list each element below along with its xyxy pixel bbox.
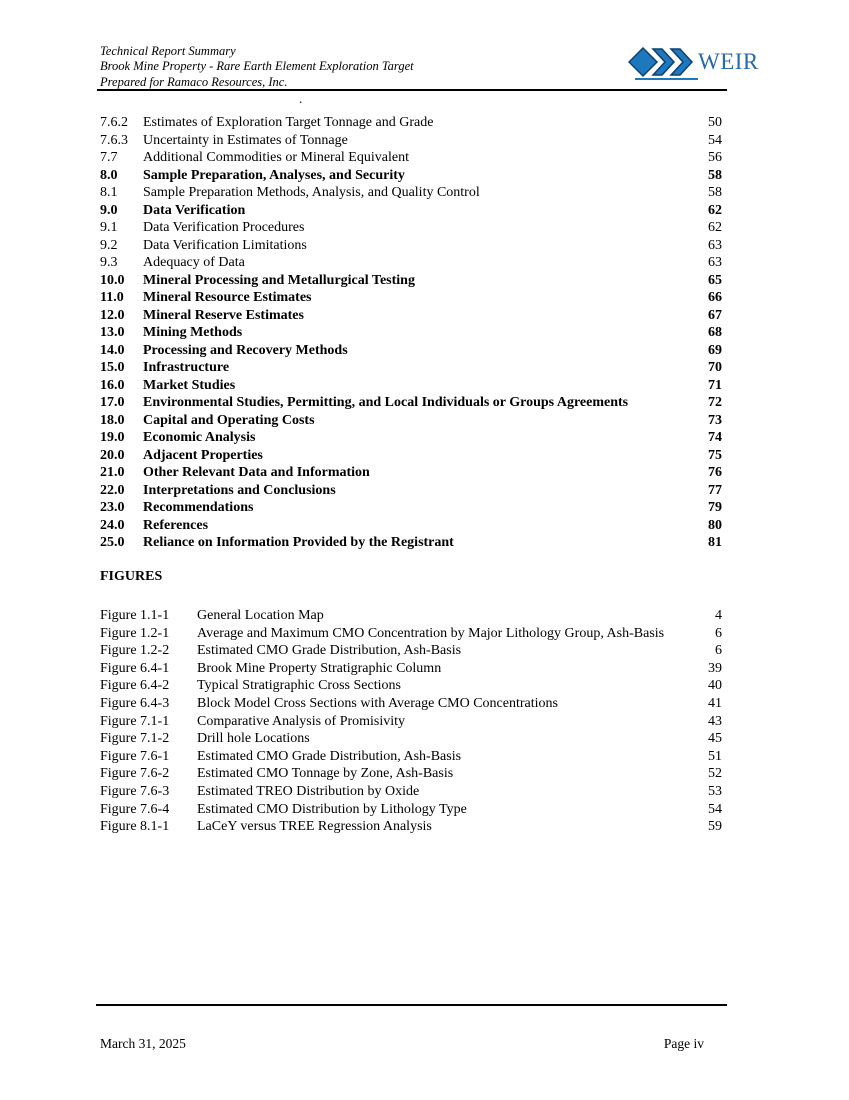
toc-section-title: Infrastructure [143, 360, 230, 375]
toc-page-number: 68 [708, 325, 722, 340]
figure-page-number: 4 [715, 608, 722, 623]
toc-page-number: 54 [708, 132, 722, 148]
figure-page-number: 6 [715, 643, 722, 659]
figures-heading: FIGURES [100, 569, 163, 584]
figure-row [100, 818, 722, 836]
toc-page-number: 58 [708, 167, 722, 183]
weir-logo-icon [628, 47, 698, 82]
toc-section-number: 13.0 [100, 325, 125, 340]
toc-page-number: 56 [708, 150, 722, 165]
toc-section-title: Data Verification Procedures [143, 220, 305, 235]
toc-page-number: 50 [708, 115, 722, 130]
toc-row [100, 342, 722, 360]
toc-section-title: Reliance on Information Provided by the Registrant [143, 535, 454, 550]
weir-logo [628, 47, 759, 82]
toc-section-number: 9.1 [100, 220, 118, 235]
toc-row [100, 114, 722, 132]
figure-row [100, 625, 722, 643]
toc-section-title: Mineral Reserve Estimates [143, 307, 304, 323]
toc-section-number: 9.2 [100, 237, 118, 253]
toc-section-title: Economic Analysis [143, 430, 256, 445]
figure-page-number: 6 [715, 625, 722, 641]
figure-page-number: 43 [708, 713, 722, 729]
toc-row [100, 482, 722, 500]
toc-section-number: 25.0 [100, 535, 125, 550]
toc-section-title: Other Relevant Data and Information [143, 465, 370, 480]
toc-section-title: Processing and Recovery Methods [143, 342, 348, 358]
toc-section-title: Estimates of Exploration Target Tonnage and Grade [143, 115, 434, 130]
figure-page-number: 52 [708, 766, 722, 782]
figure-label: Figure 7.6-3 [100, 783, 170, 799]
toc-row [100, 377, 722, 395]
toc-section-number: 24.0 [100, 517, 125, 533]
figure-title: Estimated CMO Grade Distribution, Ash-Basis [197, 748, 462, 764]
header-report-type: Technical Report Summary [100, 44, 236, 58]
toc-section-number: 7.6.3 [100, 132, 128, 148]
toc-page-number: 70 [708, 360, 722, 375]
figure-row [100, 660, 722, 678]
toc-row [100, 219, 722, 237]
toc-page-number: 63 [708, 237, 722, 253]
figure-row [100, 730, 722, 748]
logo-underline [635, 78, 698, 80]
toc-page-number: 75 [708, 447, 722, 463]
toc-page-number: 79 [708, 500, 722, 515]
figure-row [100, 642, 722, 660]
figure-title: Block Model Cross Sections with Average CMO Concentrations [197, 695, 558, 711]
toc-row [100, 202, 722, 220]
toc-section-title: Environmental Studies, Permitting, and Local Individuals or Groups Agreements [143, 395, 629, 410]
toc-section-title: Mining Methods [143, 325, 243, 340]
toc-page-number: 77 [708, 482, 722, 498]
figure-page-number: 39 [708, 660, 722, 676]
toc-page-number: 72 [708, 395, 722, 410]
toc-section-number: 7.6.2 [100, 115, 128, 130]
footer-rule [96, 1004, 727, 1006]
figure-label: Figure 1.2-2 [100, 643, 170, 659]
toc-row [100, 464, 722, 482]
toc-page-number: 66 [708, 290, 722, 305]
toc-page-number: 69 [708, 342, 722, 358]
stray-period-mark: . [299, 91, 303, 106]
toc-section-number: 14.0 [100, 342, 125, 358]
toc-section-title: References [143, 517, 209, 533]
figure-title: Typical Stratigraphic Cross Sections [197, 678, 401, 694]
footer-date: March 31, 2025 [100, 1036, 186, 1051]
figure-row [100, 783, 722, 801]
figure-title: Estimated TREO Distribution by Oxide [197, 783, 420, 799]
toc-section-title: Sample Preparation Methods, Analysis, and Quality Control [143, 185, 480, 200]
toc-section-number: 8.0 [100, 167, 118, 183]
toc-section-title: Interpretations and Conclusions [143, 482, 336, 498]
figure-page-number: 40 [708, 678, 722, 694]
figure-title: Estimated CMO Grade Distribution, Ash-Basis [197, 643, 462, 659]
figure-title: Comparative Analysis of Promisivity [197, 713, 406, 729]
toc-section-number: 21.0 [100, 465, 125, 480]
figure-label: Figure 1.2-1 [100, 625, 170, 641]
figure-label: Figure 6.4-1 [100, 660, 170, 676]
toc-row [100, 149, 722, 167]
toc-row [100, 237, 722, 255]
figure-label: Figure 6.4-2 [100, 678, 170, 694]
toc-section-number: 23.0 [100, 500, 125, 515]
toc-section-number: 15.0 [100, 360, 125, 375]
figure-title: Estimated CMO Distribution by Lithology Type [197, 801, 467, 817]
figure-title: Estimated CMO Tonnage by Zone, Ash-Basis [197, 766, 454, 782]
figure-label: Figure 7.1-2 [100, 731, 170, 747]
toc-row [100, 394, 722, 412]
toc-row [100, 429, 722, 447]
toc-section-number: 8.1 [100, 185, 118, 200]
figure-label: Figure 7.6-4 [100, 801, 170, 817]
figure-row [100, 748, 722, 766]
toc-section-number: 19.0 [100, 430, 125, 445]
toc-section-number: 12.0 [100, 307, 125, 323]
toc-section-number: 9.0 [100, 202, 118, 218]
toc-row [100, 534, 722, 552]
toc-page-number: 80 [708, 517, 722, 533]
toc-page-number: 73 [708, 412, 722, 428]
figure-row [100, 801, 722, 819]
figure-page-number: 54 [708, 801, 722, 817]
toc-section-title: Mineral Processing and Metallurgical Testing [143, 272, 415, 288]
figure-label: Figure 6.4-3 [100, 695, 170, 711]
toc-row [100, 517, 722, 535]
figure-title: Drill hole Locations [197, 731, 310, 747]
toc-section-number: 22.0 [100, 482, 125, 498]
figure-page-number: 45 [708, 731, 722, 747]
toc-row [100, 359, 722, 377]
diamond-icon [629, 48, 657, 76]
toc-row [100, 499, 722, 517]
toc-section-number: 20.0 [100, 447, 125, 463]
toc-row [100, 272, 722, 290]
footer [100, 1036, 704, 1052]
figure-label: Figure 7.1-1 [100, 713, 170, 729]
figure-row [100, 677, 722, 695]
toc-section-title: Additional Commodities or Mineral Equivalent [143, 150, 409, 165]
header-report-title: Brook Mine Property - Rare Earth Element Exploration Target [100, 59, 414, 74]
figure-label: Figure 1.1-1 [100, 608, 170, 623]
figure-row [100, 765, 722, 783]
toc-section-title: Market Studies [143, 377, 236, 393]
toc-section-number: 16.0 [100, 377, 125, 393]
figure-row [100, 713, 722, 731]
toc-section-number: 9.3 [100, 255, 118, 270]
footer-page-number: Page iv [663, 1036, 704, 1051]
header [100, 44, 414, 90]
toc-page-number: 71 [708, 377, 722, 393]
figure-row [100, 695, 722, 713]
toc-list [100, 114, 722, 552]
toc-page-number: 62 [708, 220, 722, 235]
header-prepared-for: Prepared for Ramaco Resources, Inc. [100, 74, 288, 89]
figure-title: Brook Mine Property Stratigraphic Column [197, 660, 442, 676]
toc-row [100, 184, 722, 202]
toc-section-title: Adjacent Properties [143, 447, 263, 463]
toc-page-number: 74 [708, 430, 722, 445]
toc-section-title: Capital and Operating Costs [143, 412, 315, 428]
toc-section-title: Uncertainty in Estimates of Tonnage [143, 132, 348, 148]
weir-logo-text: WEIR [698, 49, 759, 74]
toc-page-number: 65 [708, 272, 722, 288]
toc-row [100, 289, 722, 307]
toc-section-title: Mineral Resource Estimates [143, 290, 312, 305]
toc-page-number: 62 [708, 202, 722, 218]
figure-title: LaCeY versus TREE Regression Analysis [197, 819, 432, 835]
toc-section-number: 7.7 [100, 150, 118, 165]
toc-section-number: 11.0 [100, 290, 124, 305]
toc-section-number: 10.0 [100, 272, 125, 288]
toc-row [100, 132, 722, 150]
toc-row [100, 167, 722, 185]
figure-page-number: 59 [708, 819, 722, 835]
toc-row [100, 324, 722, 342]
figure-page-number: 51 [708, 748, 722, 764]
toc-page-number: 81 [708, 535, 722, 550]
toc-row [100, 254, 722, 272]
toc-row [100, 447, 722, 465]
figure-label: Figure 7.6-2 [100, 766, 170, 782]
toc-page-number: 63 [708, 255, 722, 270]
toc-section-title: Sample Preparation, Analyses, and Security [143, 167, 405, 183]
figure-title: Average and Maximum CMO Concentration by Major Lithology Group, Ash-Basis [197, 625, 665, 641]
figure-label: Figure 7.6-1 [100, 748, 170, 764]
toc-page-number: 67 [708, 307, 722, 323]
toc-section-title: Recommendations [143, 500, 254, 515]
figure-row [100, 607, 722, 625]
toc-page-number: 58 [708, 185, 722, 200]
figure-label: Figure 8.1-1 [100, 819, 170, 835]
toc-section-title: Data Verification Limitations [143, 237, 307, 253]
figure-title: General Location Map [197, 608, 324, 623]
figure-page-number: 41 [708, 695, 722, 711]
header-rule [97, 89, 727, 91]
figure-page-number: 53 [708, 783, 722, 799]
toc-row [100, 307, 722, 325]
toc-row [100, 412, 722, 430]
toc-section-title: Adequacy of Data [143, 255, 245, 270]
toc-section-number: 17.0 [100, 395, 125, 410]
figures-list [100, 607, 722, 836]
toc-page-number: 76 [708, 465, 722, 480]
toc-section-number: 18.0 [100, 412, 125, 428]
toc-section-title: Data Verification [143, 202, 246, 218]
